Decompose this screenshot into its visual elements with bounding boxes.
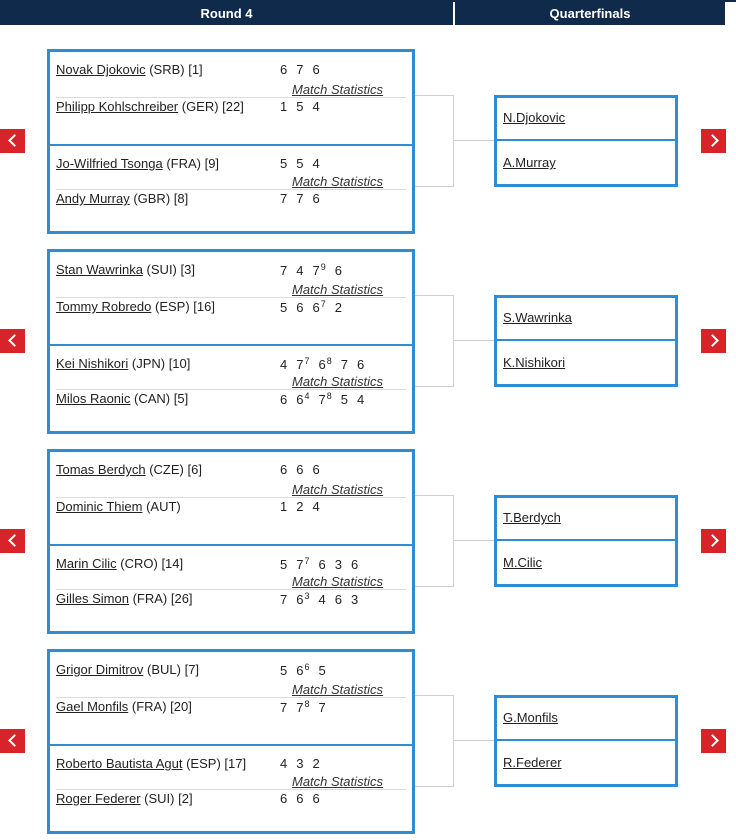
player-link[interactable]: Roger Federer [56, 791, 141, 806]
row-divider [56, 497, 406, 498]
player-country-seed: (FRA) [26] [128, 591, 193, 606]
set-games: 7 [296, 557, 304, 572]
player-name [56, 756, 246, 771]
player-name [56, 62, 203, 77]
tiebreak-score: 4 [304, 391, 310, 401]
qf-player-slot [497, 343, 675, 386]
set-score [296, 99, 303, 114]
set-games: 6 [356, 357, 365, 372]
set-games: 6 [350, 557, 359, 572]
player-scores [280, 191, 329, 206]
player-link[interactable]: Kei Nishikori [56, 356, 129, 371]
qf-player-slot [497, 298, 675, 341]
row-divider [56, 189, 406, 190]
player-name [56, 99, 244, 114]
set-games: 5 [280, 156, 288, 171]
player-name [56, 356, 190, 371]
player-country-seed: (ESP) [17] [182, 756, 247, 771]
set-score [312, 756, 319, 771]
qf-player-link[interactable]: M.Cilic [503, 555, 542, 570]
set-games: 7 [318, 700, 326, 715]
set-games: 5 [296, 99, 304, 114]
player-name [56, 699, 192, 714]
set-score [341, 357, 348, 372]
set-games: 6 [312, 62, 320, 77]
set-score [296, 591, 309, 607]
set-games: 4 [280, 756, 288, 771]
set-score [335, 300, 342, 315]
match-statistics-link[interactable]: Match Statistics [292, 682, 384, 697]
player-country-seed: (GER) [22] [178, 99, 244, 114]
bracket-connector [415, 695, 454, 787]
tiebreak-score: 7 [304, 356, 310, 366]
player-row [56, 462, 406, 482]
set-games: 6 [334, 263, 342, 278]
player-link[interactable]: Marin Cilic [56, 556, 117, 571]
set-games: 5 [280, 557, 288, 572]
bracket-connector [454, 740, 494, 741]
set-games: 6 [280, 62, 288, 77]
set-score [296, 499, 303, 514]
row-divider [56, 389, 406, 390]
qf-player-link[interactable]: G.Monfils [503, 710, 558, 725]
set-score [312, 262, 325, 278]
player-row [56, 99, 406, 119]
player-link[interactable]: Jo-Wilfried Tsonga [56, 156, 163, 171]
player-country-seed: (FRA) [9] [162, 156, 220, 171]
set-score [280, 357, 287, 372]
set-games: 6 [312, 191, 320, 206]
match [50, 652, 412, 744]
player-link[interactable]: Tomas Berdych [56, 462, 146, 477]
player-scores [280, 356, 373, 372]
quarterfinal-slot [494, 695, 678, 787]
set-games: 6 [296, 300, 304, 315]
set-score [296, 556, 309, 572]
set-score [280, 791, 287, 806]
set-games: 4 [356, 392, 365, 407]
player-country-seed: (CRO) [14] [116, 556, 184, 571]
match-group [47, 649, 415, 834]
qf-player-slot [497, 698, 675, 741]
set-score [312, 99, 319, 114]
set-score [296, 699, 309, 715]
match-statistics-link[interactable]: Match Statistics [292, 574, 384, 589]
set-score [296, 191, 303, 206]
player-name [56, 591, 193, 606]
set-games: 4 [312, 156, 320, 171]
player-country-seed: (ESP) [16] [151, 299, 215, 314]
set-games: 5 [296, 156, 304, 171]
set-score [296, 300, 303, 315]
set-score [280, 392, 287, 407]
match [50, 452, 412, 544]
set-games: 6 [312, 462, 320, 477]
player-name [56, 262, 195, 277]
qf-player-link[interactable]: A.Murray [503, 155, 556, 170]
player-name [56, 391, 188, 406]
row-divider [56, 97, 406, 98]
set-games: 4 [312, 99, 320, 114]
set-games: 7 [280, 191, 288, 206]
player-name [56, 499, 181, 514]
quarterfinals-header: Quarterfinals [455, 2, 725, 25]
player-country-seed: (BUL) [7] [143, 662, 200, 677]
bracket-connector [415, 95, 454, 187]
match-statistics-link[interactable]: Match Statistics [292, 174, 384, 189]
set-score [280, 756, 287, 771]
row-divider [56, 589, 406, 590]
player-row [56, 756, 406, 776]
set-score [312, 791, 319, 806]
player-country-seed: (AUT) [142, 499, 181, 514]
player-country-seed: (CAN) [5] [130, 391, 189, 406]
tiebreak-score: 8 [326, 356, 332, 366]
set-score [296, 662, 309, 678]
set-games: 7 [296, 357, 304, 372]
player-country-seed: (GBR) [8] [129, 191, 189, 206]
set-score [296, 62, 303, 77]
player-country-seed: (FRA) [20] [128, 699, 192, 714]
player-name [56, 791, 193, 806]
set-games: 7 [296, 700, 304, 715]
player-name [56, 191, 188, 206]
set-score [296, 263, 303, 278]
tiebreak-score: 6 [304, 662, 310, 672]
player-link[interactable]: Philipp Kohlschreiber [56, 99, 179, 114]
qf-player-link[interactable]: K.Nishikori [503, 355, 566, 370]
set-score [335, 592, 342, 607]
set-score [318, 557, 325, 572]
bracket-connector [415, 295, 454, 387]
player-country-seed: (JPN) [10] [128, 356, 191, 371]
set-games: 2 [296, 499, 304, 514]
player-row [56, 356, 406, 376]
set-score [280, 462, 287, 477]
set-games: 6 [280, 392, 288, 407]
set-score [318, 391, 331, 407]
bracket-connector [454, 540, 494, 541]
set-score [280, 156, 287, 171]
set-games: 7 [280, 263, 288, 278]
set-score [357, 357, 364, 372]
set-games: 6 [318, 557, 326, 572]
set-games: 5 [318, 663, 326, 678]
player-scores [280, 391, 373, 407]
set-games: 6 [318, 357, 326, 372]
set-games: 7 [318, 392, 326, 407]
match-group [47, 249, 415, 434]
set-games: 4 [318, 592, 326, 607]
set-score [296, 391, 309, 407]
player-row [56, 156, 406, 176]
match-statistics-link[interactable]: Match Statistics [292, 774, 384, 789]
player-row [56, 791, 406, 811]
match-statistics-link[interactable]: Match Statistics [292, 374, 384, 389]
player-country-seed: (CZE) [6] [145, 462, 202, 477]
set-games: 6 [296, 791, 304, 806]
player-row [56, 556, 406, 576]
set-games: 7 [296, 62, 304, 77]
player-link[interactable]: Dominic Thiem [56, 499, 143, 514]
tiebreak-score: 8 [304, 699, 310, 709]
player-country-seed: (SRB) [1] [145, 62, 203, 77]
set-games: 7 [340, 357, 348, 372]
bracket-connector [454, 340, 494, 341]
row-divider [56, 297, 406, 298]
set-games: 4 [280, 357, 288, 372]
player-scores [280, 591, 367, 607]
player-scores [280, 791, 329, 806]
set-score [335, 557, 342, 572]
chevron-right-icon[interactable] [701, 529, 726, 553]
set-score [351, 592, 358, 607]
set-games: 2 [312, 756, 320, 771]
set-games: 6 [296, 462, 304, 477]
qf-player-link[interactable]: R.Federer [503, 755, 562, 770]
player-row [56, 299, 406, 319]
set-score [280, 663, 287, 678]
set-score [312, 299, 325, 315]
player-row [56, 591, 406, 611]
set-games: 6 [334, 592, 342, 607]
set-score [280, 700, 287, 715]
chevron-left-icon[interactable] [0, 529, 25, 553]
player-scores [280, 299, 351, 315]
player-name [56, 299, 215, 314]
tiebreak-score: 7 [304, 556, 310, 566]
set-games: 1 [280, 499, 288, 514]
player-scores [280, 156, 329, 171]
qf-player-slot [497, 543, 675, 586]
set-games: 3 [296, 756, 304, 771]
set-score [351, 557, 358, 572]
tiebreak-score: 3 [304, 591, 310, 601]
player-link[interactable]: Roberto Bautista Agut [56, 756, 183, 771]
set-score [312, 462, 319, 477]
player-link[interactable]: Milos Raonic [56, 391, 131, 406]
set-score [312, 62, 319, 77]
match-statistics-link[interactable]: Match Statistics [292, 82, 384, 97]
player-scores [280, 462, 329, 477]
chevron-right-icon[interactable] [701, 729, 726, 753]
player-scores [280, 499, 329, 514]
bracket-connector [454, 140, 494, 141]
set-score [312, 156, 319, 171]
qf-player-slot [497, 498, 675, 541]
qf-player-slot [497, 743, 675, 786]
qf-player-link[interactable]: T.Berdych [503, 510, 561, 525]
player-link[interactable]: Andy Murray [56, 191, 130, 206]
player-link[interactable]: Gilles Simon [56, 591, 129, 606]
set-score [280, 263, 287, 278]
tiebreak-score: 9 [320, 262, 326, 272]
player-row [56, 499, 406, 519]
set-score [280, 300, 287, 315]
set-score [280, 557, 287, 572]
player-link[interactable]: Stan Wawrinka [56, 262, 143, 277]
set-games: 4 [296, 263, 304, 278]
player-scores [280, 756, 329, 771]
set-score [357, 392, 364, 407]
player-scores [280, 262, 351, 278]
round4-header: Round 4 [0, 2, 453, 25]
set-games: 1 [280, 99, 288, 114]
match-statistics-link[interactable]: Match Statistics [292, 282, 384, 297]
player-row [56, 699, 406, 719]
player-name [56, 462, 202, 477]
row-divider [56, 697, 406, 698]
quarterfinal-slot [494, 495, 678, 587]
tiebreak-score: 7 [320, 299, 326, 309]
set-games: 3 [334, 557, 342, 572]
set-score [318, 592, 325, 607]
player-row [56, 62, 406, 82]
set-score [280, 499, 287, 514]
player-row [56, 391, 406, 411]
match [50, 144, 412, 236]
set-score [296, 756, 303, 771]
player-scores [280, 699, 335, 715]
set-score [296, 356, 309, 372]
match [50, 52, 412, 144]
set-games: 7 [296, 191, 304, 206]
set-games: 4 [312, 499, 320, 514]
player-link[interactable]: Novak Djokovic [56, 62, 146, 77]
chevron-right-icon[interactable] [701, 129, 726, 153]
set-games: 5 [280, 300, 288, 315]
player-scores [280, 99, 329, 114]
set-score [335, 263, 342, 278]
player-row [56, 662, 406, 682]
player-link[interactable]: Tommy Robredo [56, 299, 152, 314]
set-games: 6 [296, 663, 304, 678]
set-score [312, 191, 319, 206]
match-group [47, 49, 415, 234]
set-games: 6 [312, 791, 320, 806]
set-games: 6 [296, 392, 304, 407]
set-score [312, 499, 319, 514]
qf-player-slot [497, 143, 675, 186]
row-divider [56, 789, 406, 790]
set-score [296, 462, 303, 477]
match [50, 544, 412, 636]
set-games: 7 [280, 700, 288, 715]
set-score [280, 592, 287, 607]
qf-player-link[interactable]: S.Wawrinka [503, 310, 572, 325]
set-score [296, 791, 303, 806]
set-games: 2 [334, 300, 342, 315]
player-name [56, 556, 183, 571]
player-name [56, 156, 219, 171]
chevron-left-icon[interactable] [0, 729, 25, 753]
set-score [280, 191, 287, 206]
set-games: 6 [280, 791, 288, 806]
tiebreak-score: 8 [326, 391, 332, 401]
chevron-right-icon[interactable] [701, 329, 726, 353]
player-name [56, 662, 199, 677]
set-score [280, 99, 287, 114]
match [50, 344, 412, 436]
set-games: 5 [340, 392, 348, 407]
match [50, 252, 412, 344]
player-scores [280, 556, 367, 572]
player-link[interactable]: Gael Monfils [56, 699, 129, 714]
set-score [280, 62, 287, 77]
set-games: 3 [350, 592, 359, 607]
set-games: 6 [296, 592, 304, 607]
chevron-left-icon[interactable] [0, 129, 25, 153]
match [50, 744, 412, 836]
player-row [56, 191, 406, 211]
set-score [318, 663, 325, 678]
set-games: 6 [312, 300, 320, 315]
set-score [341, 392, 348, 407]
player-row [56, 262, 406, 282]
player-scores [280, 662, 335, 678]
quarterfinal-slot [494, 295, 678, 387]
player-scores [280, 62, 329, 77]
qf-player-slot [497, 98, 675, 141]
player-country-seed: (SUI) [3] [142, 262, 195, 277]
player-link[interactable]: Grigor Dimitrov [56, 662, 144, 677]
set-score [296, 156, 303, 171]
quarterfinal-slot [494, 95, 678, 187]
set-games: 7 [280, 592, 288, 607]
qf-player-link[interactable]: N.Djokovic [503, 110, 566, 125]
match-statistics-link[interactable]: Match Statistics [292, 482, 384, 497]
set-games: 6 [280, 462, 288, 477]
chevron-left-icon[interactable] [0, 329, 25, 353]
player-country-seed: (SUI) [2] [140, 791, 193, 806]
set-score [318, 356, 331, 372]
match-group [47, 449, 415, 634]
bracket-connector [415, 495, 454, 587]
set-games: 7 [312, 263, 320, 278]
set-score [318, 700, 325, 715]
set-games: 5 [280, 663, 288, 678]
